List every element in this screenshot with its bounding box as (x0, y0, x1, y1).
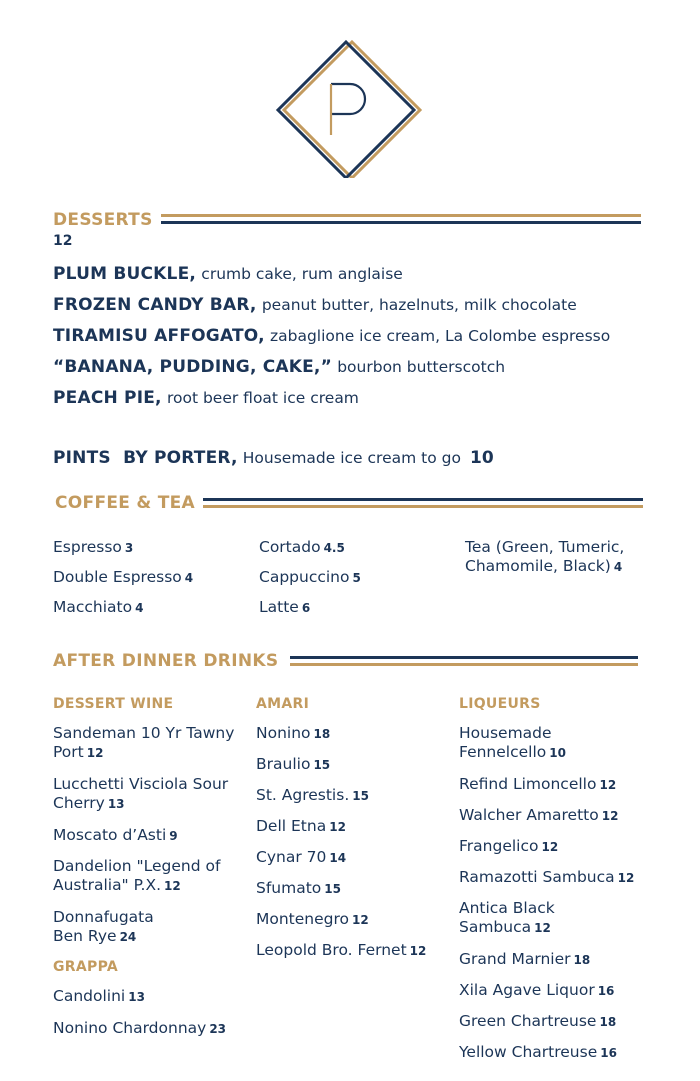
menu-item (259, 538, 439, 558)
menu-item (459, 868, 649, 888)
pints-name: PINTS BY PORTER, (53, 448, 238, 468)
dessert-desc: bourbon butterscotch (337, 358, 506, 376)
amari-column (256, 696, 451, 972)
menu-item (459, 1012, 649, 1032)
coffee-title: COFFEE & TEA (55, 493, 196, 513)
item-name: Montenegro (256, 910, 350, 928)
item-price: 15 (352, 789, 369, 803)
menu-item (459, 981, 649, 1001)
item-name: Housemade Fennelcello (459, 724, 552, 761)
item-name: Cappuccino (259, 568, 350, 586)
item-name: Sfumato (256, 879, 322, 897)
item-price: 18 (313, 727, 331, 741)
item-price: 12 (329, 820, 346, 834)
item-price: 18 (599, 1015, 617, 1029)
item-name: Double Espresso (53, 568, 182, 586)
dessert-desc: crumb cake, rum anglaise (201, 265, 403, 283)
liqueurs-title: LIQUEURS (459, 696, 541, 712)
item-price: 12 (409, 944, 427, 958)
item-price: 3 (124, 541, 134, 555)
pints-desc: Housemade ice cream to go (242, 449, 461, 467)
menu-item (53, 775, 243, 814)
item-price: 12 (352, 913, 369, 927)
item-name: St. Agrestis. (256, 786, 350, 804)
dessert-name: PEACH PIE, (53, 388, 162, 408)
item-name: Lucchetti Visciola Sour Cherry (53, 775, 229, 812)
menu-item (53, 987, 243, 1007)
item-price: 9 (169, 829, 178, 843)
item-price: 5 (352, 571, 361, 585)
item-name: Donnafugata Ben Rye (53, 908, 154, 945)
desserts-title: DESSERTS (53, 210, 153, 230)
dessert-item (53, 384, 673, 415)
grappa-title: GRAPPA (53, 959, 118, 975)
item-price: 12 (601, 809, 619, 823)
item-price: 4 (184, 571, 194, 585)
item-name: Frangelico (459, 837, 539, 855)
item-price: 24 (119, 930, 137, 944)
item-name: Braulio (256, 755, 311, 773)
item-name: Nonino Chardonnay (53, 1019, 207, 1037)
item-price: 12 (534, 921, 551, 935)
coffee-col-3 (465, 538, 645, 587)
item-price: 12 (86, 746, 104, 760)
dessert-item (53, 322, 673, 353)
menu-item (256, 786, 451, 806)
item-price: 6 (301, 601, 311, 615)
item-name: Cortado (259, 538, 321, 556)
dessert-desc: peanut butter, hazelnuts, milk chocolate (261, 296, 577, 314)
menu-item (259, 568, 439, 588)
dessert-desc: zabaglione ice cream, La Colombe espresso (269, 327, 611, 345)
item-price: 16 (600, 1046, 617, 1060)
item-name: Sandeman 10 Yr Tawny Port (53, 724, 235, 761)
menu-item (459, 950, 649, 970)
item-price: 4 (613, 560, 623, 574)
menu-item (256, 724, 451, 744)
desserts-rule (161, 214, 641, 226)
menu-item (53, 538, 243, 558)
menu-item (53, 598, 243, 618)
item-price: 23 (209, 1022, 227, 1036)
item-name: Grand Marnier (459, 950, 571, 968)
item-price: 12 (541, 840, 559, 854)
amari-title: AMARI (256, 696, 310, 712)
item-price: 13 (128, 990, 145, 1004)
item-price: 16 (597, 984, 615, 998)
menu-item (459, 724, 589, 763)
menu-item (256, 910, 451, 930)
item-name: Xila Agave Liquor (459, 981, 595, 999)
porter-logo (274, 38, 424, 178)
pints-price: 10 (470, 448, 494, 468)
dessert-desc: root beer float ice cream (166, 389, 359, 407)
dessert-wine-title: DESSERT WINE (53, 696, 174, 712)
item-price: 12 (164, 879, 181, 893)
menu-item (459, 806, 649, 826)
item-name: Macchiato (53, 598, 133, 616)
item-price: 12 (617, 871, 635, 885)
item-price: 13 (107, 797, 125, 811)
item-name: Ramazotti Sambuca (459, 868, 615, 886)
coffee-header (55, 493, 643, 513)
item-name: Moscato d’Asti (53, 826, 167, 844)
menu-item (256, 879, 451, 899)
item-name: Walcher Amaretto (459, 806, 599, 824)
liqueurs-column (459, 696, 649, 1074)
dessert-name: “BANANA, PUDDING, CAKE,” (53, 357, 332, 377)
dessert-name: TIRAMISU AFFOGATO, (53, 326, 265, 346)
after-dinner-rule (290, 656, 638, 668)
item-price: 15 (313, 758, 331, 772)
item-name: Espresso (53, 538, 122, 556)
menu-item (53, 724, 243, 763)
menu-item (459, 1043, 649, 1063)
desserts-list (53, 260, 673, 415)
coffee-rule (203, 498, 643, 510)
item-name: Dell Etna (256, 817, 327, 835)
after-dinner-title: AFTER DINNER DRINKS (53, 651, 279, 671)
item-name: Green Chartreuse (459, 1012, 597, 1030)
item-price: 15 (324, 882, 341, 896)
item-name: Candolini (53, 987, 126, 1005)
item-name: Tea (Green, Tumeric, Chamomile, Black) (465, 538, 625, 575)
item-name: Cynar 70 (256, 848, 327, 866)
menu-item (256, 755, 451, 775)
dessert-item (53, 291, 673, 322)
menu-item (465, 538, 645, 577)
desserts-price: 12 (53, 233, 73, 249)
item-name: Latte (259, 598, 299, 616)
desserts-header (53, 210, 641, 230)
menu-item (256, 848, 451, 868)
item-name: Dandelion "Legend of Australia" P.X. (53, 857, 221, 894)
coffee-col-1 (53, 538, 243, 628)
item-price: 12 (599, 778, 617, 792)
dessert-name: FROZEN CANDY BAR, (53, 295, 257, 315)
dessert-name: PLUM BUCKLE, (53, 264, 197, 284)
menu-item (259, 598, 439, 618)
menu-item (53, 908, 173, 947)
item-name: Yellow Chartreuse (459, 1043, 598, 1061)
dessert-wine-column (53, 696, 243, 1050)
item-name: Refind Limoncello (459, 775, 597, 793)
coffee-col-2 (259, 538, 439, 628)
menu-item (53, 826, 243, 846)
item-name: Leopold Bro. Fernet (256, 941, 407, 959)
menu-item (256, 817, 451, 837)
dessert-item (53, 353, 673, 384)
menu-item (256, 941, 451, 961)
dessert-item (53, 260, 673, 291)
after-dinner-header (53, 651, 638, 671)
menu-item (459, 775, 649, 795)
menu-item (53, 857, 243, 896)
item-price: 4 (135, 601, 144, 615)
menu-item (53, 568, 243, 588)
menu-item (53, 1019, 243, 1039)
menu-item (459, 899, 579, 938)
item-price: 14 (329, 851, 347, 865)
pints-item (53, 444, 494, 472)
item-price: 4.5 (323, 541, 345, 555)
menu-item (459, 837, 649, 857)
item-price: 10 (549, 746, 566, 760)
item-name: Nonino (256, 724, 311, 742)
item-name: Antica Black Sambuca (459, 899, 555, 936)
item-price: 18 (573, 953, 591, 967)
